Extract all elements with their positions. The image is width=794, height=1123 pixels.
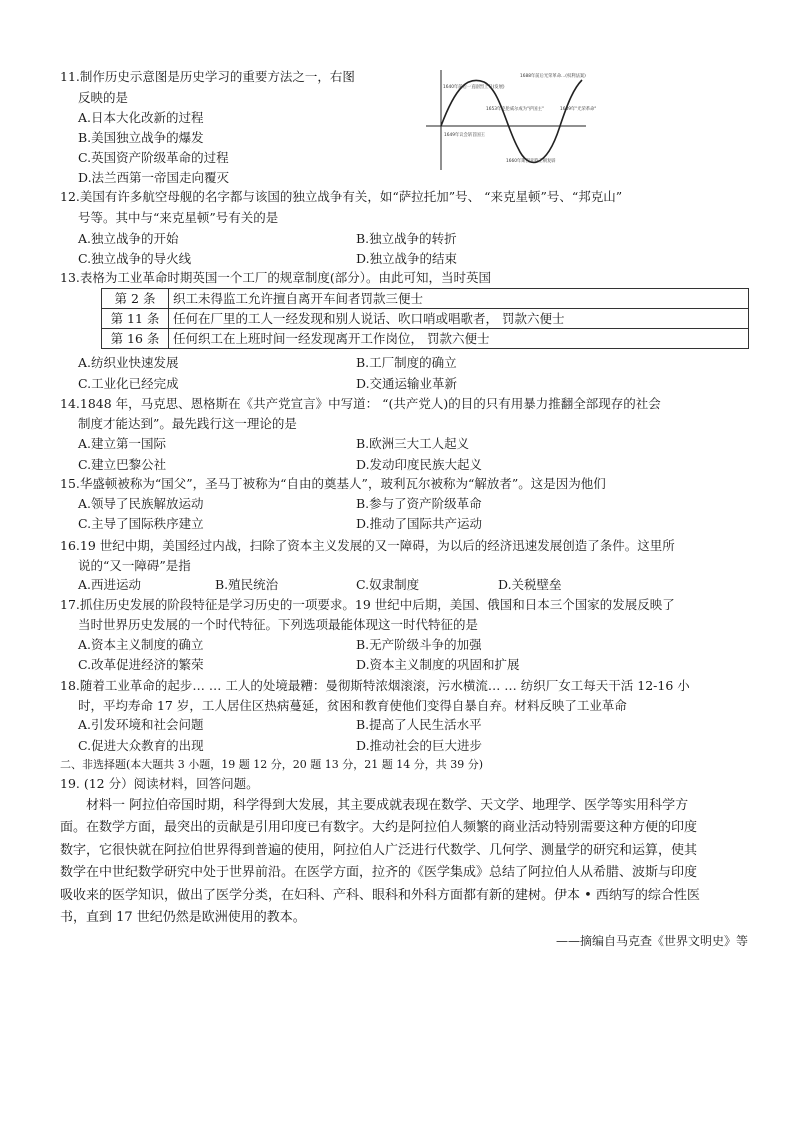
q13-stem: 13.表格为工业革命时期英国一个工厂的规章制度(部分）。由此可知，当时英国 — [60, 270, 492, 285]
material-line: 面。在数学方面，最突出的贡献是引用印度已有数字。大约是阿拉伯人频繁的商业活动特别需要这种方便的印度 — [60, 820, 698, 836]
q17-option-b: B.无产阶级斗争的加强 — [356, 637, 482, 652]
material-line: 吸收来的医学知识，做出了医学分类，在妇科、产科、眼科和外科方面都有新的建树。伊本 • 西纳写的综合性医 — [60, 887, 700, 903]
q14-option-b: B.欧洲三大工人起义 — [356, 436, 470, 451]
rule-text: 任何织工在上班时间一经发现离开工作岗位， 罚款六便士 — [169, 329, 749, 349]
figure-label-5: 1649年议会斩首国王 — [444, 133, 486, 138]
q18-stem: 18.随着工业革命的起步… … 工人的处境最糟：曼彻斯特浓烟滚滚，污水横流… … 纺织厂女工每天干活 12-16 小 — [60, 678, 690, 693]
q17-option-c: C.改革促进经济的繁荣 — [78, 657, 204, 672]
rule-article: 第 16 条 — [102, 329, 169, 349]
material-line: 数学在中世纪数学研究中处于世界前沿。在医学方面，拉齐的《医学集成》总结了阿拉伯人从希腊、波斯与印度 — [60, 865, 698, 881]
table-row — [102, 329, 749, 349]
q14-option-c: C.建立巴黎公社 — [78, 457, 167, 472]
figure-curve — [441, 80, 582, 162]
q11-option-a: A.日本大化改新的过程 — [78, 110, 204, 125]
rule-article: 第 2 条 — [102, 289, 169, 309]
q14-option-a: A.建立第一国际 — [78, 436, 167, 451]
q12-stem: 12.美国有许多航空母舰的名字都与该国的独立战争有关，如“萨拉托加”号、 “来克星顿”号、“邦克山” — [60, 189, 623, 204]
table-row — [102, 309, 749, 329]
q11-option-d: D.法兰西第一帝国走向覆灭 — [78, 170, 230, 185]
q13-option-d: D.交通运输业革新 — [356, 376, 458, 391]
q18-option-b: B.提高了人民生活水平 — [356, 717, 482, 732]
figure-label-6: 1660年斯图亚特王朝复辟 — [506, 159, 556, 164]
q11-stem: 11.制作历史示意图是历史学习的重要方法之一，右图 — [60, 69, 355, 84]
q17-option-a: A.资本主义制度的确立 — [78, 637, 204, 652]
q16-stem: 16.19 世纪中期，美国经过内战，扫除了资本主义发展的又一障碍，为以后的经济迅速发展创造了条件。这里所 — [60, 538, 675, 553]
figure-label-3: 1653年克伦威尔成为"护国主" — [486, 107, 544, 112]
q13-option-b: B.工厂制度的确立 — [356, 355, 457, 370]
q12-stem-cont: 号等。其中与“来克星顿”号有关的是 — [78, 210, 279, 225]
material-line: 数字，它很快就在阿拉伯世界得到普遍的使用，阿拉伯人广泛进行代数学、几何学、测量学的研究和运算，使其 — [60, 842, 698, 858]
q17-stem: 17.抓住历史发展的阶段特征是学习历史的一项要求。19 世纪中后期，美国、俄国和日本三个国家的发展反映了 — [60, 597, 675, 612]
q12-option-c: C.独立战争的导火线 — [78, 251, 192, 266]
q11-schematic-figure — [424, 66, 597, 174]
q19-stem: 19. (12 分）阅读材料，回答问题。 — [60, 776, 259, 791]
q19-source-citation: ——摘编自马克查《世界文明史》等 — [555, 934, 748, 948]
q16-option-d: D.关税壁垒 — [498, 577, 562, 592]
q15-stem: 15.华盛顿被称为“国父”，圣马丁被称为“自由的奠基人”，玻利瓦尔被称为“解放者”。这是因为他们 — [60, 476, 606, 491]
q13-rules-table — [101, 288, 749, 349]
q18-option-a: A.引发环境和社会问题 — [78, 717, 204, 732]
material-line: 书，直到 17 世纪仍然是欧洲使用的教本。 — [60, 910, 306, 926]
q13-option-a: A.纺织业快速发展 — [78, 355, 179, 370]
q15-option-b: B.参与了资产阶级革命 — [356, 496, 482, 511]
q12-option-a: A.独立战争的开始 — [78, 231, 179, 246]
rule-article: 第 11 条 — [102, 309, 169, 329]
figure-label-2: 1688年前后光荣革命…(权利法案) — [520, 74, 586, 79]
q19-material-one — [60, 795, 750, 929]
q13-option-c: C.工业化已经完成 — [78, 376, 179, 391]
material-line: 材料一 阿拉伯帝国时期，科学得到大发展，其主要成就表现在数学、天文学、地理学、医学等实用科学方 — [86, 798, 689, 813]
q16-option-a: A.西进运动 — [78, 577, 142, 592]
q18-option-c: C.促进大众教育的出现 — [78, 738, 204, 753]
table-row — [102, 289, 749, 309]
q11-option-c: C.英国资产阶级革命的过程 — [78, 150, 229, 165]
q12-option-d: D.独立战争的结束 — [356, 251, 458, 266]
figure-label-4: 1689年"光荣革命" — [560, 107, 597, 112]
q16-option-b: B.殖民统治 — [215, 577, 279, 592]
q18-stem-cont: 时，平均寿命 17 岁，工人居住区热病蔓延，贫困和教育使他们变得自暴自弃。材料反映了工业革命 — [78, 698, 627, 713]
q14-option-d: D.发动印度民族大起义 — [356, 457, 483, 472]
q15-option-a: A.领导了民族解放运动 — [78, 496, 204, 511]
q18-option-d: D.推动社会的巨大进步 — [356, 738, 483, 753]
rule-text: 织工未得监工允许擅自离开车间者罚款三便士 — [169, 289, 749, 309]
q14-stem-cont: 制度才能达到”。最先践行这一理论的是 — [78, 416, 297, 431]
section-2-header: 二、非选择题(本大题共 3 小题，19 题 12 分，20 题 13 分，21 题 14 分，共 39 分) — [60, 758, 484, 771]
q15-option-c: C.主导了国际秩序建立 — [78, 516, 204, 531]
q14-stem: 14.1848 年，马克思、恩格斯在《共产党宣言》中写道： “(共产党人)的目的只有用暴力推翻全部现存的社会 — [60, 396, 661, 411]
figure-label-1: 1640年前后一直剧烈上升(发展) — [443, 85, 505, 90]
q17-option-d: D.资本主义制度的巩固和扩展 — [356, 657, 520, 672]
q16-stem-cont: 说的“又一障碍”是指 — [78, 558, 191, 573]
q11-option-b: B.美国独立战争的爆发 — [78, 130, 204, 145]
q11-stem-cont: 反映的是 — [78, 90, 129, 105]
rule-text: 任何在厂里的工人一经发现和别人说话、吹口哨或唱歌者， 罚款六便士 — [169, 309, 749, 329]
q15-option-d: D.推动了国际共产运动 — [356, 516, 483, 531]
q17-stem-cont: 当时世界历史发展的一个时代特征。下列选项最能体现这一时代特征的是 — [78, 617, 479, 632]
q12-option-b: B.独立战争的转折 — [356, 231, 457, 246]
q16-option-c: C.奴隶制度 — [356, 577, 420, 592]
